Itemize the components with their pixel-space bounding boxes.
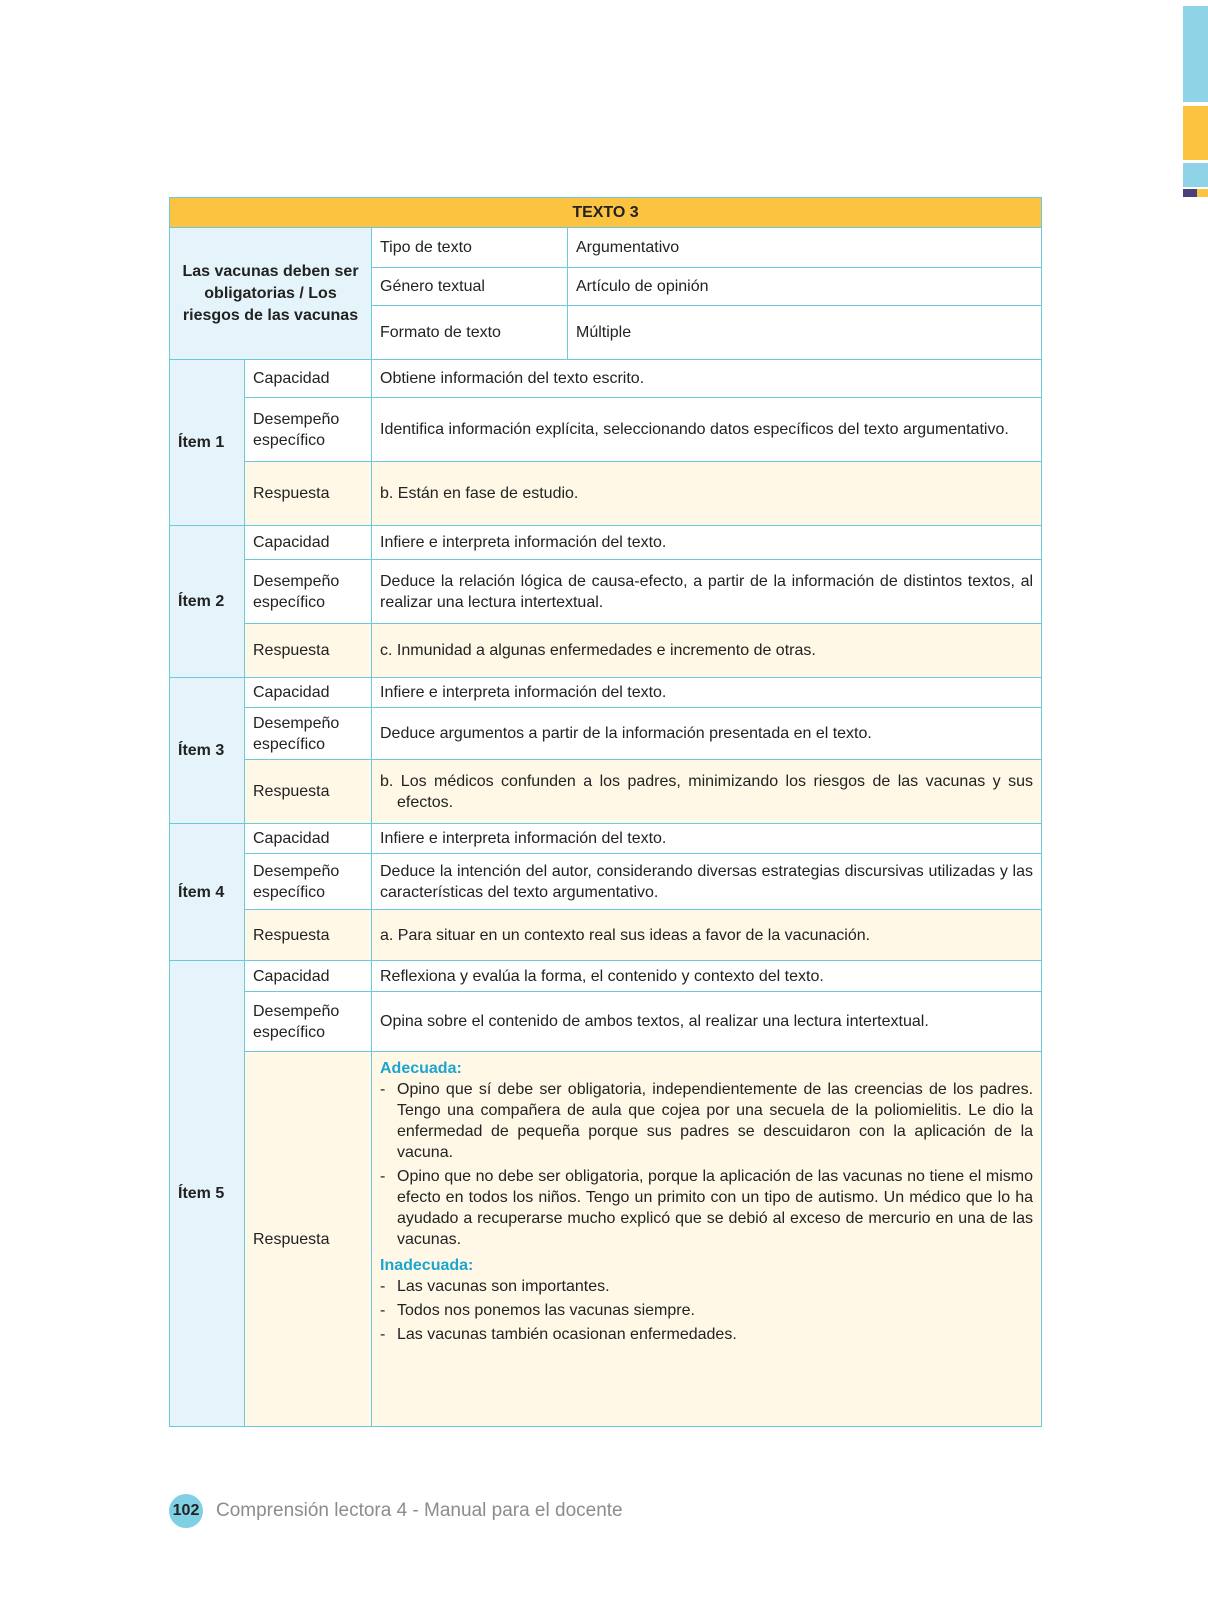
meta-value: Artículo de opinión — [568, 268, 1042, 306]
row-label: Capacidad — [245, 526, 372, 560]
text-title: Las vacunas deben ser obligatorias / Los riesgos de las vacunas — [170, 228, 372, 360]
adecuada-heading: Adecuada: — [380, 1060, 462, 1077]
edge-strip-blue-top — [1183, 6, 1208, 102]
table-row — [170, 560, 1042, 624]
row-label: Desempeño específico — [245, 708, 372, 760]
edge-strip-yellow — [1183, 106, 1208, 160]
desempeno-value: Deduce la relación lógica de causa-efecto, a partir de la información de distintos textos, al realizar una lectura intertextual. — [372, 560, 1042, 624]
desempeno-value: Identifica información explícita, seleccionando datos específicos del texto argumentativo. — [372, 398, 1042, 462]
respuesta-text: b. Los médicos confunden a los padres, minimizando los riesgos de las vacunas y sus efectos. — [380, 772, 1034, 811]
page-number: 102 — [169, 1494, 203, 1528]
item-label: Ítem 1 — [170, 360, 245, 526]
table-row — [170, 1052, 1042, 1427]
capacidad-value: Reflexiona y evalúa la forma, el contenido y contexto del texto. — [372, 961, 1042, 992]
table-header-row — [170, 198, 1042, 228]
respuesta-value: b. Están en fase de estudio. — [372, 462, 1042, 526]
item-label: Ítem 3 — [170, 678, 245, 824]
meta-value: Múltiple — [568, 306, 1042, 360]
capacidad-value: Obtiene información del texto escrito. — [372, 360, 1042, 398]
table-row — [170, 398, 1042, 462]
respuesta-value — [372, 1052, 1042, 1427]
meta-label: Formato de texto — [372, 306, 568, 360]
row-label: Respuesta — [245, 1052, 372, 1427]
table-row — [170, 708, 1042, 760]
row-label: Desempeño específico — [245, 398, 372, 462]
inadecuada-heading: Inadecuada: — [380, 1257, 474, 1274]
item-label: Ítem 4 — [170, 824, 245, 961]
meta-label: Género textual — [372, 268, 568, 306]
meta-row — [170, 228, 1042, 268]
table-row — [170, 854, 1042, 910]
table-row — [170, 992, 1042, 1052]
item-label: Ítem 2 — [170, 526, 245, 678]
capacidad-value: Infiere e interpreta información del texto. — [372, 526, 1042, 560]
respuesta-value — [372, 760, 1042, 824]
edge-strip-blue-bottom — [1183, 163, 1208, 187]
table-row — [170, 961, 1042, 992]
table-row — [170, 824, 1042, 854]
table-row — [170, 526, 1042, 560]
inadecuada-list — [380, 1276, 1033, 1345]
evaluation-table — [169, 197, 1042, 1427]
edge-strip-yellow-small — [1197, 189, 1208, 197]
desempeno-value: Deduce argumentos a partir de la información presentada en el texto. — [372, 708, 1042, 760]
respuesta-value: a. Para situar en un contexto real sus ideas a favor de la vacunación. — [372, 910, 1042, 961]
list-item: - Opino que sí debe ser obligatoria, independientemente de las creencias de los padres. Tengo una compañera de aula que cojea por una secuela de la poliomielitis. Le dio la enfermedad de pequeña porque sus padres se descuidaron con la aplicación de la vacuna. — [380, 1079, 1033, 1163]
capacidad-value: Infiere e interpreta información del texto. — [372, 678, 1042, 708]
page-footer — [169, 1494, 623, 1528]
table-header: TEXTO 3 — [170, 198, 1042, 228]
list-item: - Todos nos ponemos las vacunas siempre. — [380, 1300, 1033, 1321]
table-row — [170, 462, 1042, 526]
row-label: Capacidad — [245, 360, 372, 398]
capacidad-value: Infiere e interpreta información del texto. — [372, 824, 1042, 854]
row-label: Desempeño específico — [245, 560, 372, 624]
table-row — [170, 624, 1042, 678]
row-label: Capacidad — [245, 678, 372, 708]
table-row — [170, 910, 1042, 961]
item-label: Ítem 5 — [170, 961, 245, 1427]
desempeno-value: Opina sobre el contenido de ambos textos, al realizar una lectura intertextual. — [372, 992, 1042, 1052]
row-label: Respuesta — [245, 624, 372, 678]
meta-label: Tipo de texto — [372, 228, 568, 268]
footer-text: Comprensión lectora 4 - Manual para el docente — [216, 1500, 623, 1521]
list-item: - Opino que no debe ser obligatoria, porque la aplicación de las vacunas no tiene el mismo efecto en todos los niños. Tengo un primito con un tipo de autismo. Un médico que lo ha ayudado a recuperarse mucho explicó que se debió al exceso de mercurio en una de las vacunas. — [380, 1166, 1033, 1250]
table-row — [170, 760, 1042, 824]
row-label: Capacidad — [245, 961, 372, 992]
table-row — [170, 360, 1042, 398]
row-label: Respuesta — [245, 760, 372, 824]
row-label: Respuesta — [245, 462, 372, 526]
adecuada-list — [380, 1079, 1033, 1250]
row-label: Respuesta — [245, 910, 372, 961]
list-item: - Las vacunas también ocasionan enfermedades. — [380, 1324, 1033, 1345]
row-label: Desempeño específico — [245, 992, 372, 1052]
table-row — [170, 678, 1042, 708]
meta-value: Argumentativo — [568, 228, 1042, 268]
respuesta-value: c. Inmunidad a algunas enfermedades e incremento de otras. — [372, 624, 1042, 678]
desempeno-value: Deduce la intención del autor, considerando diversas estrategias discursivas utilizadas y las características del texto argumentativo. — [372, 854, 1042, 910]
list-item: - Las vacunas son importantes. — [380, 1276, 1033, 1297]
edge-strip-purple — [1183, 189, 1197, 197]
row-label: Capacidad — [245, 824, 372, 854]
row-label: Desempeño específico — [245, 854, 372, 910]
